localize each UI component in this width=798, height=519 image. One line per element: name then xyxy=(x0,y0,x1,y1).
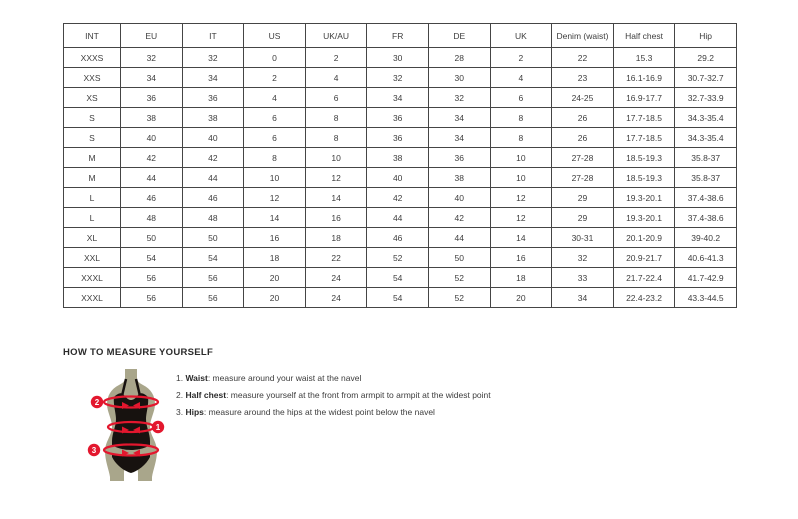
table-cell: 20 xyxy=(244,288,306,308)
table-cell: L xyxy=(64,188,121,208)
table-cell: XXXS xyxy=(64,48,121,68)
table-cell: 54 xyxy=(367,288,429,308)
table-cell: 32 xyxy=(428,88,490,108)
table-cell: 36 xyxy=(367,108,429,128)
column-header: US xyxy=(244,24,306,48)
table-row xyxy=(64,268,737,288)
table-cell: 54 xyxy=(121,248,183,268)
table-cell: 52 xyxy=(367,248,429,268)
table-cell: 22 xyxy=(305,248,367,268)
table-cell: 50 xyxy=(428,248,490,268)
measure-step: 1. Waist: measure around your waist at the navel xyxy=(176,373,362,383)
table-cell: 37.4-38.6 xyxy=(675,208,737,228)
table-row xyxy=(64,208,737,228)
table-cell: 8 xyxy=(305,108,367,128)
table-cell: 26 xyxy=(552,128,614,148)
table-row xyxy=(64,108,737,128)
table-cell: 50 xyxy=(121,228,183,248)
table-cell: 30.7-32.7 xyxy=(675,68,737,88)
table-cell: 42 xyxy=(182,148,244,168)
measure-step: 3. Hips: measure around the hips at the widest point below the navel xyxy=(176,407,435,417)
table-cell: 52 xyxy=(428,268,490,288)
column-header: UK xyxy=(490,24,552,48)
table-cell: 16 xyxy=(305,208,367,228)
table-cell: 14 xyxy=(490,228,552,248)
column-header: Half chest xyxy=(613,24,675,48)
table-cell: XL xyxy=(64,228,121,248)
table-cell: 20.1-20.9 xyxy=(613,228,675,248)
table-row xyxy=(64,88,737,108)
table-cell: 27-28 xyxy=(552,148,614,168)
table-cell: 30-31 xyxy=(552,228,614,248)
table-cell: 16 xyxy=(490,248,552,268)
table-cell: XXXL xyxy=(64,288,121,308)
table-cell: 21.7-22.4 xyxy=(613,268,675,288)
table-cell: 8 xyxy=(490,108,552,128)
table-cell: 6 xyxy=(305,88,367,108)
table-cell: 2 xyxy=(490,48,552,68)
waist-badge-number: 1 xyxy=(155,423,161,432)
section-title: HOW TO MEASURE YOURSELF xyxy=(63,347,214,358)
table-cell: 12 xyxy=(244,188,306,208)
table-cell: 40 xyxy=(182,128,244,148)
table-cell: 44 xyxy=(182,168,244,188)
table-cell: 20 xyxy=(244,268,306,288)
measure-step-label: Waist xyxy=(185,373,208,383)
table-cell: 46 xyxy=(121,188,183,208)
table-cell: 29 xyxy=(552,188,614,208)
table-cell: 24-25 xyxy=(552,88,614,108)
table-cell: M xyxy=(64,148,121,168)
table-cell: 33 xyxy=(552,268,614,288)
table-header-row xyxy=(64,24,737,48)
table-cell: 56 xyxy=(182,288,244,308)
table-cell: 12 xyxy=(490,208,552,228)
measure-step-label: Hips xyxy=(185,407,204,417)
table-cell: 24 xyxy=(305,288,367,308)
table-cell: 40 xyxy=(367,168,429,188)
hips-badge-number: 3 xyxy=(91,446,97,455)
table-cell: 43.3-44.5 xyxy=(675,288,737,308)
measure-steps xyxy=(176,370,616,421)
table-cell: 56 xyxy=(121,288,183,308)
table-cell: 54 xyxy=(182,248,244,268)
table-cell: 15.3 xyxy=(613,48,675,68)
table-cell: 19.3-20.1 xyxy=(613,208,675,228)
table-cell: 30 xyxy=(428,68,490,88)
table-cell: 34 xyxy=(121,68,183,88)
table-cell: 56 xyxy=(182,268,244,288)
table-row xyxy=(64,188,737,208)
chest-badge-number: 2 xyxy=(94,398,100,407)
table-cell: 44 xyxy=(428,228,490,248)
table-cell: 18.5-19.3 xyxy=(613,148,675,168)
table-cell: XXS xyxy=(64,68,121,88)
table-cell: 18 xyxy=(244,248,306,268)
column-header: INT xyxy=(64,24,121,48)
table-cell: 34 xyxy=(367,88,429,108)
table-cell: 34.3-35.4 xyxy=(675,108,737,128)
table-cell: 42 xyxy=(367,188,429,208)
column-header: EU xyxy=(121,24,183,48)
table-cell: 35.8-37 xyxy=(675,148,737,168)
table-cell: 19.3-20.1 xyxy=(613,188,675,208)
table-cell: 37.4-38.6 xyxy=(675,188,737,208)
table-cell: 34 xyxy=(428,108,490,128)
size-chart-table xyxy=(63,23,737,308)
table-cell: 36 xyxy=(428,148,490,168)
table-cell: 10 xyxy=(490,148,552,168)
table-cell: 8 xyxy=(305,128,367,148)
column-header: DE xyxy=(428,24,490,48)
table-cell: 6 xyxy=(244,108,306,128)
measure-step: 2. Half chest: measure yourself at the front from armpit to armpit at the widest point xyxy=(176,390,491,400)
table-row xyxy=(64,248,737,268)
column-header: FR xyxy=(367,24,429,48)
table-row xyxy=(64,288,737,308)
table-cell: 20.9-21.7 xyxy=(613,248,675,268)
table-cell: 22.4-23.2 xyxy=(613,288,675,308)
table-cell: 10 xyxy=(490,168,552,188)
mannequin-figure-icon xyxy=(84,369,176,487)
table-cell: 48 xyxy=(182,208,244,228)
table-cell: 16.1-16.9 xyxy=(613,68,675,88)
table-cell: 20 xyxy=(490,288,552,308)
table-cell: 42 xyxy=(121,148,183,168)
table-cell: 27-28 xyxy=(552,168,614,188)
table-cell: 2 xyxy=(244,68,306,88)
table-cell: 28 xyxy=(428,48,490,68)
table-cell: 38 xyxy=(182,108,244,128)
table-cell: 38 xyxy=(367,148,429,168)
table-cell: 4 xyxy=(305,68,367,88)
table-row xyxy=(64,148,737,168)
column-header: IT xyxy=(182,24,244,48)
table-cell: 26 xyxy=(552,108,614,128)
table-cell: 18 xyxy=(490,268,552,288)
table-cell: XXL xyxy=(64,248,121,268)
table-cell: 30 xyxy=(367,48,429,68)
table-cell: 36 xyxy=(121,88,183,108)
table-cell: 14 xyxy=(305,188,367,208)
table-row xyxy=(64,68,737,88)
table-cell: 38 xyxy=(121,108,183,128)
table-cell: S xyxy=(64,108,121,128)
table-cell: 16.9-17.7 xyxy=(613,88,675,108)
table-cell: 4 xyxy=(490,68,552,88)
table-cell: 39-40.2 xyxy=(675,228,737,248)
table-cell: L xyxy=(64,208,121,228)
table-cell: 17.7-18.5 xyxy=(613,108,675,128)
table-cell: 46 xyxy=(182,188,244,208)
table-cell: 6 xyxy=(244,128,306,148)
table-cell: 32.7-33.9 xyxy=(675,88,737,108)
table-cell: 40 xyxy=(428,188,490,208)
table-cell: 8 xyxy=(244,148,306,168)
table-cell: 12 xyxy=(490,188,552,208)
table-row xyxy=(64,48,737,68)
table-cell: 32 xyxy=(367,68,429,88)
table-cell: 23 xyxy=(552,68,614,88)
table-cell: XXXL xyxy=(64,268,121,288)
table-cell: 32 xyxy=(182,48,244,68)
table-cell: 8 xyxy=(490,128,552,148)
table-cell: 6 xyxy=(490,88,552,108)
table-cell: 35.8-37 xyxy=(675,168,737,188)
table-cell: 18 xyxy=(305,228,367,248)
table-cell: 34.3-35.4 xyxy=(675,128,737,148)
table-cell: 36 xyxy=(182,88,244,108)
table-cell: 18.5-19.3 xyxy=(613,168,675,188)
table-cell: 36 xyxy=(367,128,429,148)
table-cell: S xyxy=(64,128,121,148)
size-table-head xyxy=(64,24,737,48)
table-cell: 38 xyxy=(428,168,490,188)
table-cell: 44 xyxy=(121,168,183,188)
table-cell: 2 xyxy=(305,48,367,68)
column-header: Hip xyxy=(675,24,737,48)
measure-step-label: Half chest xyxy=(185,390,227,400)
table-cell: 24 xyxy=(305,268,367,288)
table-cell: 0 xyxy=(244,48,306,68)
table-cell: 32 xyxy=(552,248,614,268)
table-cell: 34 xyxy=(182,68,244,88)
table-cell: 16 xyxy=(244,228,306,248)
table-row xyxy=(64,228,737,248)
table-cell: 14 xyxy=(244,208,306,228)
table-cell: 40.6-41.3 xyxy=(675,248,737,268)
table-cell: 42 xyxy=(428,208,490,228)
table-cell: XS xyxy=(64,88,121,108)
table-cell: 17.7-18.5 xyxy=(613,128,675,148)
table-cell: M xyxy=(64,168,121,188)
table-cell: 50 xyxy=(182,228,244,248)
column-header: Denim (waist) xyxy=(552,24,614,48)
column-header: UK/AU xyxy=(305,24,367,48)
how-to-measure-section xyxy=(63,347,623,507)
table-cell: 10 xyxy=(244,168,306,188)
table-cell: 22 xyxy=(552,48,614,68)
table-cell: 12 xyxy=(305,168,367,188)
table-cell: 54 xyxy=(367,268,429,288)
table-cell: 10 xyxy=(305,148,367,168)
table-cell: 48 xyxy=(121,208,183,228)
table-cell: 34 xyxy=(552,288,614,308)
table-cell: 52 xyxy=(428,288,490,308)
table-row xyxy=(64,128,737,148)
table-cell: 56 xyxy=(121,268,183,288)
table-cell: 29.2 xyxy=(675,48,737,68)
table-cell: 46 xyxy=(367,228,429,248)
table-cell: 29 xyxy=(552,208,614,228)
table-cell: 41.7-42.9 xyxy=(675,268,737,288)
size-table-body xyxy=(64,48,737,308)
table-cell: 40 xyxy=(121,128,183,148)
table-cell: 32 xyxy=(121,48,183,68)
table-cell: 4 xyxy=(244,88,306,108)
table-row xyxy=(64,168,737,188)
body-measurement-illustration xyxy=(84,369,176,487)
table-cell: 44 xyxy=(367,208,429,228)
table-cell: 34 xyxy=(428,128,490,148)
